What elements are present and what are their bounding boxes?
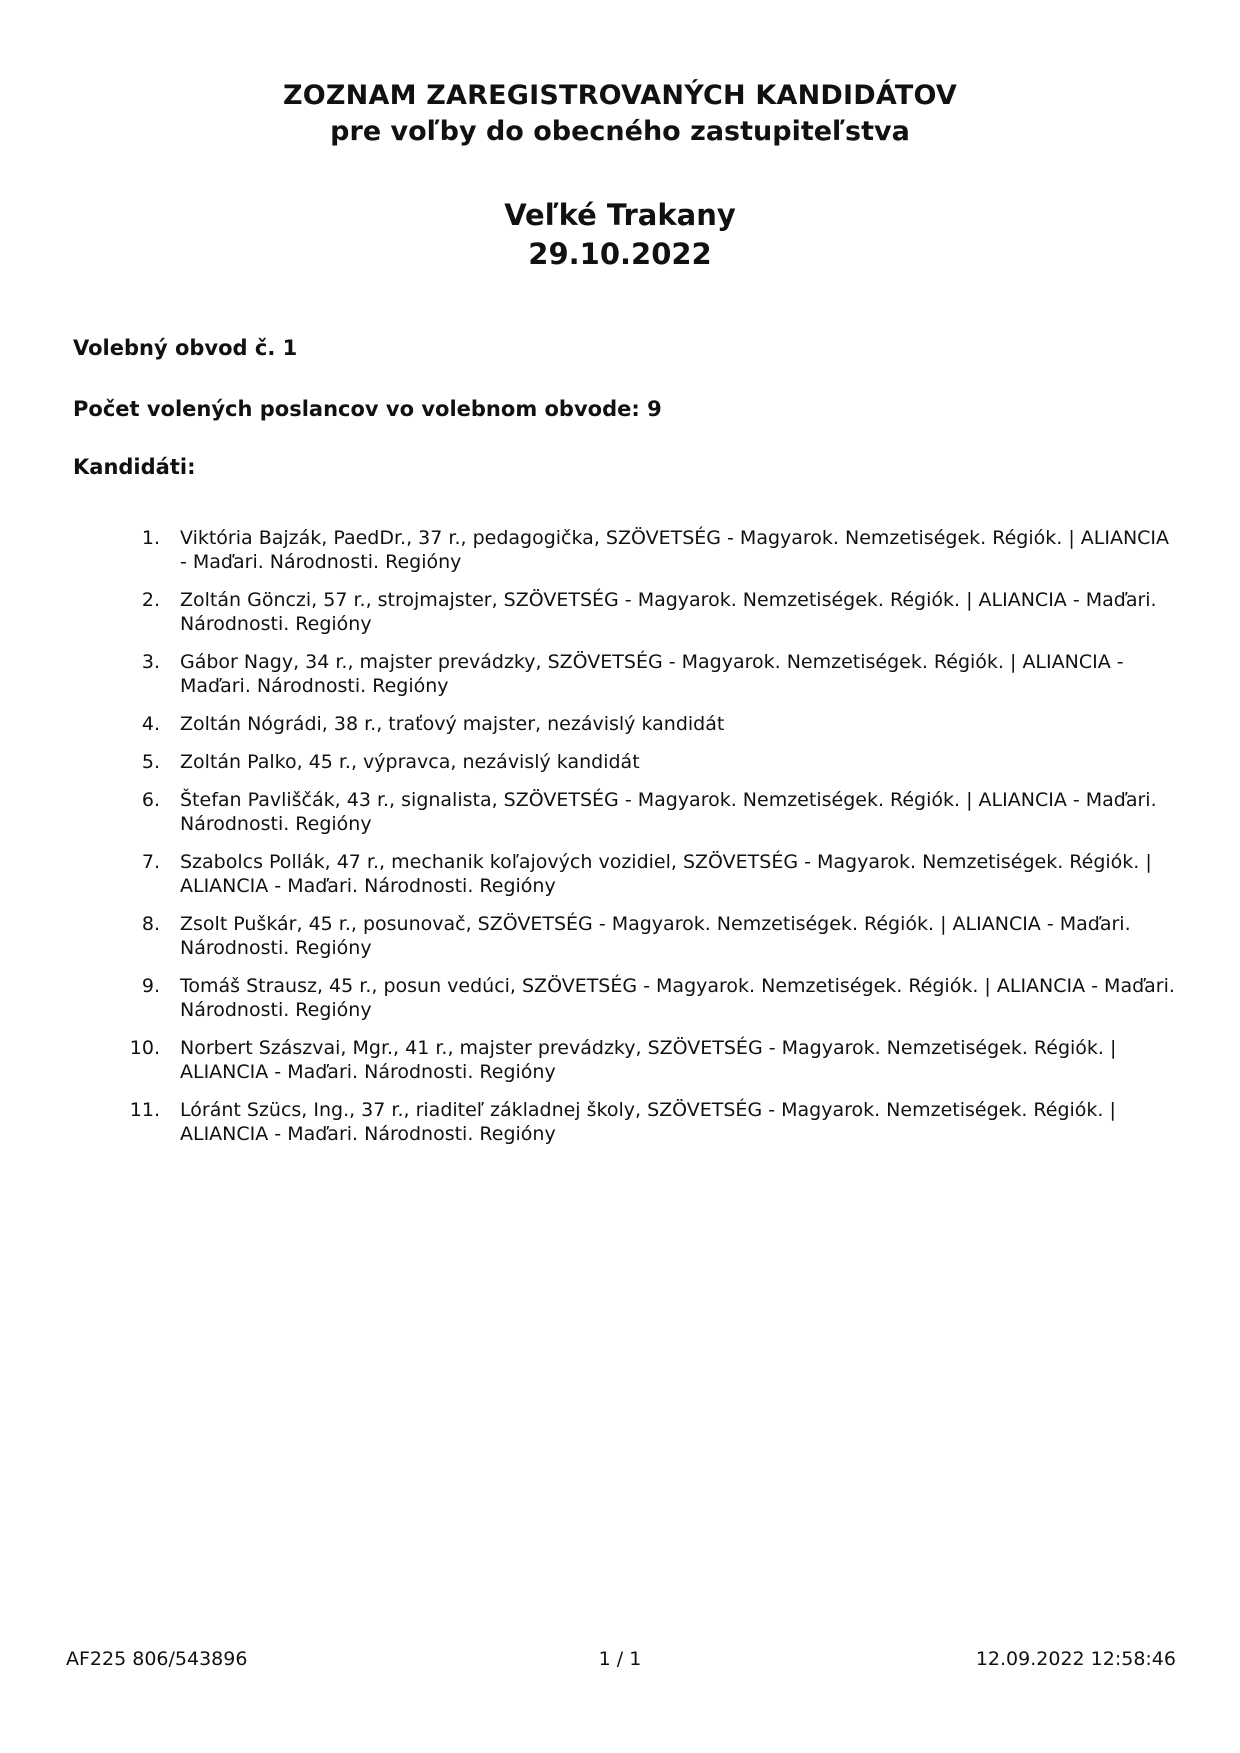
candidate-number: 3.	[141, 651, 160, 673]
election-date: 29.10.2022	[528, 237, 712, 271]
candidate-text: Norbert Szászvai, Mgr., 41 r., majster prevádzky, SZÖVETSÉG - Magyarok. Nemzetiségek. Régiók. | ALIANCIA - Maďari. Národnosti. Regióny	[180, 1037, 1117, 1083]
document-code: AF225 806/543896	[66, 1648, 248, 1670]
candidate-text: Szabolcs Pollák, 47 r., mechanik koľajových vozidiel, SZÖVETSÉG - Magyarok. Nemzetiségek. Régiók. | ALIANCIA - Maďari. Národnosti. Regióny	[180, 851, 1152, 897]
candidate-text: Viktória Bajzák, PaedDr., 37 r., pedagogička, SZÖVETSÉG - Magyarok. Nemzetiségek. Régiók. | ALIANCIA - Maďari. Národnosti. Regióny	[180, 527, 1170, 573]
candidate-text: Zoltán Palko, 45 r., výpravca, nezávislý kandidát	[180, 751, 640, 773]
candidate-number: 8.	[141, 913, 160, 935]
candidate-text: Gábor Nagy, 34 r., majster prevádzky, SZÖVETSÉG - Magyarok. Nemzetiségek. Régiók. | ALIANCIA - Maďari. Národnosti. Regióny	[180, 651, 1124, 697]
candidate-item	[118, 912, 1178, 960]
candidate-item	[118, 588, 1178, 636]
candidate-text: Tomáš Strausz, 45 r., posun vedúci, SZÖVETSÉG - Magyarok. Nemzetiségek. Régiók. | ALIANCIA - Maďari. Národnosti. Regióny	[180, 975, 1175, 1021]
candidate-number: 2.	[141, 589, 160, 611]
candidate-item	[118, 788, 1178, 836]
candidate-item	[118, 650, 1178, 698]
candidate-text: Lóránt Szücs, Ing., 37 r., riaditeľ základnej školy, SZÖVETSÉG - Magyarok. Nemzetiségek. Régiók. | ALIANCIA - Maďari. Národnosti. Regióny	[180, 1099, 1116, 1145]
candidate-item	[118, 712, 1178, 736]
district-label: Volebný obvod č. 1	[73, 336, 298, 360]
candidate-item	[118, 526, 1178, 574]
candidate-number: 10.	[129, 1037, 160, 1059]
document-title: ZOZNAM ZAREGISTROVANÝCH KANDIDÁTOV	[282, 80, 958, 111]
candidate-list	[118, 526, 1178, 1160]
candidate-number: 6.	[141, 789, 160, 811]
candidate-text: Zoltán Gönczi, 57 r., strojmajster, SZÖVETSÉG - Magyarok. Nemzetiségek. Régiók. | ALIANCIA - Maďari. Národnosti. Regióny	[180, 589, 1157, 635]
page-number: 1 / 1	[598, 1648, 642, 1670]
candidate-item	[118, 850, 1178, 898]
document-subtitle: pre voľby do obecného zastupiteľstva	[330, 116, 910, 147]
candidate-item	[118, 1098, 1178, 1146]
candidate-number: 7.	[141, 851, 160, 873]
candidate-text: Zoltán Nógrádi, 38 r., traťový majster, nezávislý kandidát	[180, 713, 725, 735]
candidate-number: 1.	[141, 527, 160, 549]
candidate-number: 11.	[129, 1099, 160, 1121]
candidate-item	[118, 1036, 1178, 1084]
candidate-text: Štefan Pavliščák, 43 r., signalista, SZÖVETSÉG - Magyarok. Nemzetiségek. Régiók. | ALIANCIA - Maďari. Národnosti. Regióny	[180, 789, 1157, 835]
candidate-item	[118, 974, 1178, 1022]
candidate-number: 5.	[141, 751, 160, 773]
print-timestamp: 12.09.2022 12:58:46	[975, 1648, 1176, 1670]
candidate-text: Zsolt Puškár, 45 r., posunovač, SZÖVETSÉG - Magyarok. Nemzetiségek. Régiók. | ALIANCIA - Maďari. Národnosti. Regióny	[180, 913, 1131, 959]
seats-count-label: Počet volených poslancov vo volebnom obvode: 9	[73, 397, 662, 421]
candidate-number: 4.	[141, 713, 160, 735]
candidate-item	[118, 750, 1178, 774]
municipality-name: Veľké Trakany	[504, 198, 736, 232]
candidate-number: 9.	[141, 975, 160, 997]
candidates-heading: Kandidáti:	[73, 455, 196, 479]
